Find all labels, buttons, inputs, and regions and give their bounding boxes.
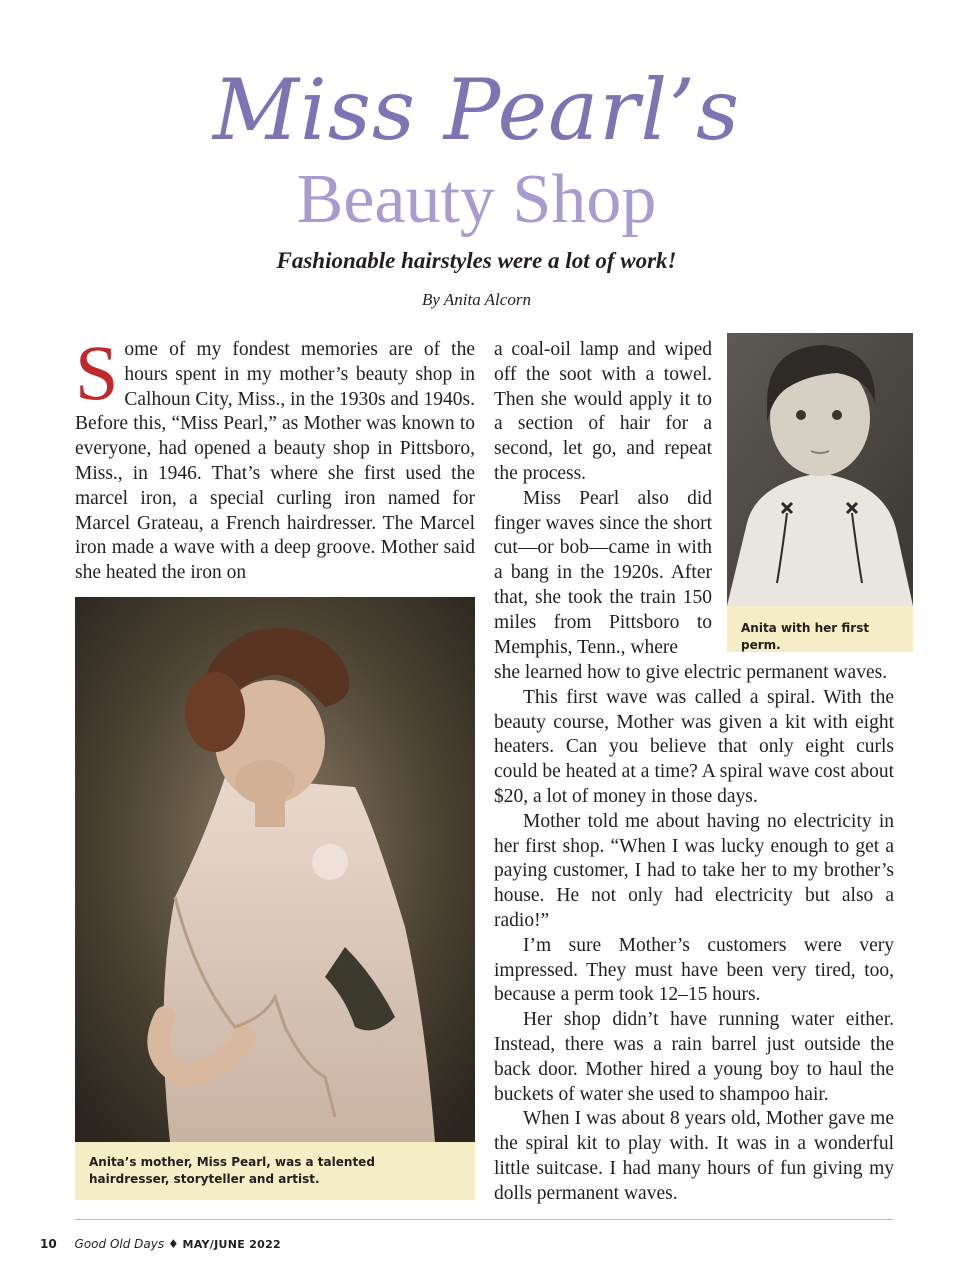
footer-rule <box>75 1219 893 1220</box>
article-paragraph-4: Mother told me about having no electricity in her first shop. “When I was lucky enough to get a paying customer, I had to take her to my brother’s house. He not only had electricity but also a radio!” <box>494 810 894 931</box>
subtitle: Fashionable hairstyles were a lot of work! <box>276 248 677 273</box>
article-paragraph-1 <box>75 329 475 586</box>
paragraph-2-continued: she learned how to give electric permanent waves. <box>494 662 888 683</box>
drop-cap: S <box>75 329 119 416</box>
diamond-separator-icon: ♦ <box>167 1237 179 1251</box>
article-paragraph-7: When I was about 8 years old, Mother gave me the spiral kit to play with. It was in a wonderful little suitcase. I had many hours of fun giving my dolls permanent waves. <box>494 1108 894 1204</box>
article-paragraph-3: This first wave was called a spiral. With the beauty course, Mother was given a kit with eight heaters. Can you believe that only eight curls could be heated at a time? A spiral wave cost about $20, a lot of money in those days. <box>494 686 894 807</box>
paragraph-1-continued: a coal-oil lamp and wiped off the soot with a towel. Then she would apply it to a section of hair for a second, let go, and repeat the process. <box>494 339 712 484</box>
title-serif-line: Beauty Shop <box>296 161 657 238</box>
article-paragraph-6: Her shop didn’t have running water either. Instead, there was a rain barrel just outside the back door. Mother hired a young boy to haul the buckets of water she used to shampoo hair. <box>494 1009 894 1105</box>
photo-anita-illustration <box>727 333 913 606</box>
photo-miss-pearl <box>75 597 475 1142</box>
caption-small-photo: Anita with her first perm. <box>741 621 870 652</box>
caption-large-photo: Anita’s mother, Miss Pearl, was a talented hairdresser, storyteller and artist. <box>89 1155 375 1186</box>
article-column-right-wide <box>494 661 894 1207</box>
byline: By Anita Alcorn <box>422 290 531 309</box>
photo-anita <box>727 333 913 606</box>
caption-box-large <box>75 1142 475 1200</box>
title-script-line: Miss Pearl’s <box>212 61 741 159</box>
caption-box-small <box>727 606 913 652</box>
photo-miss-pearl-illustration <box>75 597 475 1142</box>
article-paragraph-2: Miss Pearl also did finger waves since the short cut—or bob—came in with a bang in the 1920s. After that, she took the train 150 miles from Pittsboro to Memphis, Tenn., where <box>494 487 712 658</box>
page-footer <box>40 1237 281 1251</box>
magazine-name: Good Old Days <box>74 1237 165 1251</box>
article-paragraph-5: I’m sure Mother’s customers were very impressed. They must have been very tired, too, because a perm took 12–15 hours. <box>494 934 894 1006</box>
article-column-right-narrow <box>494 338 712 660</box>
page-number: 10 <box>40 1237 57 1251</box>
article-column-left <box>75 329 475 586</box>
issue-date: MAY/JUNE 2022 <box>182 1238 282 1251</box>
paragraph-1-text: ome of my fondest memories are of the hours spent in my mother’s beauty shop in Calhoun City, Miss., in the 1930s and 1940s. Before this, “Miss Pearl,” as Mother was known to everyone, had opened a beauty shop in Pittsboro, Miss., in 1946. That’s where she first used the marcel iron, a special curling iron named for Marcel Grateau, a French hairdresser. The Marcel iron made a wave with a deep groove. Mother said she heated the iron on <box>75 339 475 584</box>
